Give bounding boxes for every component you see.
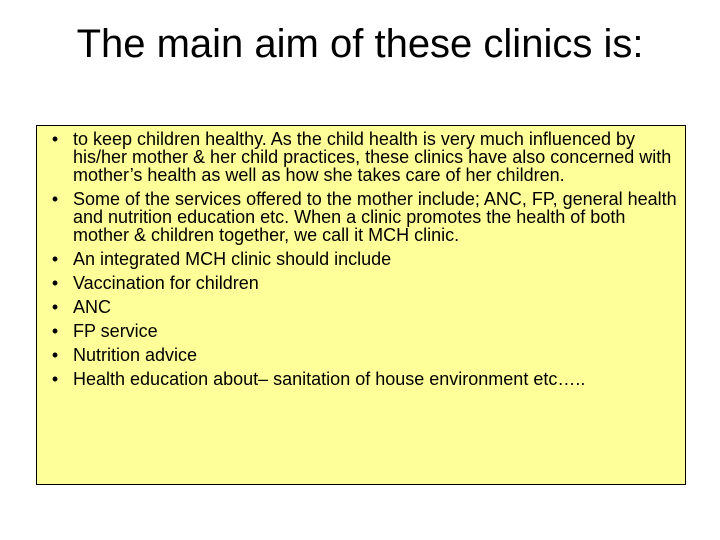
bullet-item-5 xyxy=(45,298,677,316)
bullet-text: Health education about– sanitation of house environment etc….. xyxy=(73,369,586,389)
bullet-item-3 xyxy=(45,250,677,268)
bullet-item-4 xyxy=(45,274,677,292)
bullet-icon: • xyxy=(51,249,59,269)
bullet-item-1 xyxy=(45,130,677,184)
bullet-icon: • xyxy=(51,129,59,149)
bullet-item-2 xyxy=(45,190,677,244)
bullet-item-7 xyxy=(45,346,677,364)
bullet-icon: • xyxy=(51,273,59,293)
bullet-item-6 xyxy=(45,322,677,340)
bullet-icon: • xyxy=(51,321,59,341)
bullet-item-8 xyxy=(45,370,677,388)
bullet-icon: • xyxy=(51,345,59,365)
bullet-icon: • xyxy=(51,189,59,209)
bullet-list xyxy=(45,130,677,388)
bullet-text: ANC xyxy=(73,297,112,317)
bullet-icon: • xyxy=(51,369,59,389)
bullet-icon: • xyxy=(51,297,59,317)
content-box xyxy=(36,125,686,485)
bullet-text: An integrated MCH clinic should include xyxy=(73,249,392,269)
bullet-text: Some of the services offered to the mother include; ANC, FP, general health and nutrition education etc. When a clinic promotes the health of both mother & children together, we call it MCH clinic. xyxy=(73,189,677,245)
bullet-text: to keep children healthy. As the child health is very much influenced by his/her mother & her child practices, these clinics have also concerned with mother’s health as well as how she takes care of her children. xyxy=(73,129,672,185)
bullet-text: Nutrition advice xyxy=(73,345,198,365)
bullet-text: Vaccination for children xyxy=(73,273,259,293)
bullet-text: FP service xyxy=(73,321,158,341)
slide-title: The main aim of these clinics is: xyxy=(76,22,644,66)
